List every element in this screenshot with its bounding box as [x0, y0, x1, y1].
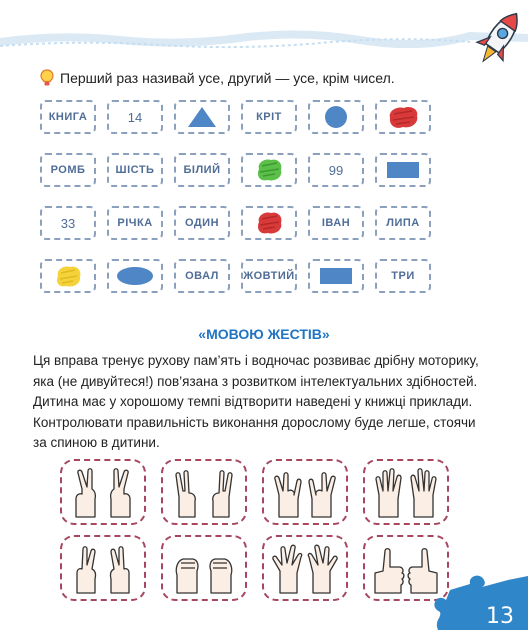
gesture-cell — [262, 459, 348, 525]
grid-cell — [241, 259, 297, 293]
grid-cell — [107, 206, 163, 240]
grid-cell — [375, 100, 431, 134]
red-splash-icon — [386, 104, 420, 130]
cell-word: ЛИПА — [386, 217, 420, 229]
green-splash-icon — [254, 157, 284, 183]
grid-cell — [241, 100, 297, 134]
grid-cell — [107, 259, 163, 293]
cell-word: ШІСТЬ — [115, 164, 155, 176]
cell-number: 99 — [328, 162, 344, 178]
cell-word: БІЛИЙ — [183, 164, 221, 176]
fists-hands-icon — [169, 541, 239, 595]
cell-number: 33 — [60, 215, 76, 231]
gesture-row — [60, 459, 460, 525]
grid-cell — [107, 100, 163, 134]
grid-cell — [241, 206, 297, 240]
grid-cell — [375, 259, 431, 293]
gesture-cell — [262, 535, 348, 601]
grid-cell — [308, 153, 364, 187]
four-fingers-hands-icon — [371, 465, 441, 519]
red-splash-icon — [254, 210, 284, 236]
grid-cell — [40, 153, 96, 187]
grid-cell — [308, 206, 364, 240]
gesture-cell — [60, 459, 146, 525]
grid-cell — [375, 206, 431, 240]
rocket-icon — [472, 4, 524, 76]
grid-cell — [174, 100, 230, 134]
instruction — [40, 68, 480, 88]
cell-word: ІВАН — [321, 217, 351, 229]
gesture-cell — [60, 535, 146, 601]
grid-cell — [241, 153, 297, 187]
grid-row — [40, 153, 490, 187]
page-number: 13 — [486, 604, 514, 629]
grid-cell — [308, 100, 364, 134]
grid-row — [40, 206, 490, 240]
spread-fingers-hands-icon — [270, 541, 340, 595]
gesture-row — [60, 535, 460, 601]
gesture-grid — [60, 459, 460, 611]
grid-cell — [40, 100, 96, 134]
grid-cell — [107, 153, 163, 187]
cell-word: ЖОВТИЙ — [243, 270, 295, 282]
cell-word: РОМБ — [50, 164, 86, 176]
yellow-splash-icon — [53, 263, 83, 289]
crossed-fingers-hands-icon — [68, 541, 138, 595]
grid-cell — [174, 206, 230, 240]
grid-cell — [308, 259, 364, 293]
top-decorative-band — [0, 28, 528, 54]
blue-rectangle-icon — [319, 267, 353, 285]
blue-rectangle-icon — [386, 161, 420, 179]
grid-cell — [40, 259, 96, 293]
grid-cell — [174, 153, 230, 187]
gesture-cell — [161, 535, 247, 601]
horns-hands-icon — [169, 465, 239, 519]
blue-triangle-icon — [187, 106, 217, 128]
instruction-text: Перший раз називай усе, другий — усе, крім чисел. — [60, 70, 395, 86]
cell-word: ТРИ — [391, 270, 415, 282]
grid-cell — [40, 206, 96, 240]
grid-cell — [174, 259, 230, 293]
grid-row — [40, 259, 490, 293]
cell-word: КРІТ — [256, 111, 282, 123]
section-title: «МОВОЮ ЖЕСТІВ» — [198, 326, 330, 342]
gesture-cell — [161, 459, 247, 525]
grid-row — [40, 100, 490, 134]
grid-cell — [375, 153, 431, 187]
naming-grid — [40, 100, 490, 312]
horns-pinky-hands-icon — [270, 465, 340, 519]
exercise-description: Ця вправа тренує рухову пам’ять і водночас розвиває дрібну моторику, яка (не дивуйтеся!) пов’язана з розвитком інтелектуальних здібностей. Дитина має у хорошому темпі відтворити наведені у книжці приклади. Контролювати правильність виконання дорослому буде легше, стоячи за спиною в дитини. — [33, 353, 479, 450]
cell-word: КНИГА — [48, 111, 88, 123]
victory-hands-icon — [68, 465, 138, 519]
cell-word: РІЧКА — [117, 217, 153, 229]
cell-number: 14 — [127, 109, 143, 125]
gesture-cell — [363, 459, 449, 525]
lightbulb-icon — [40, 69, 54, 87]
cell-word: ОДИН — [184, 217, 220, 229]
cell-word: ОВАЛ — [185, 270, 219, 282]
blue-circle-icon — [324, 105, 348, 129]
blue-oval-icon — [116, 266, 154, 286]
